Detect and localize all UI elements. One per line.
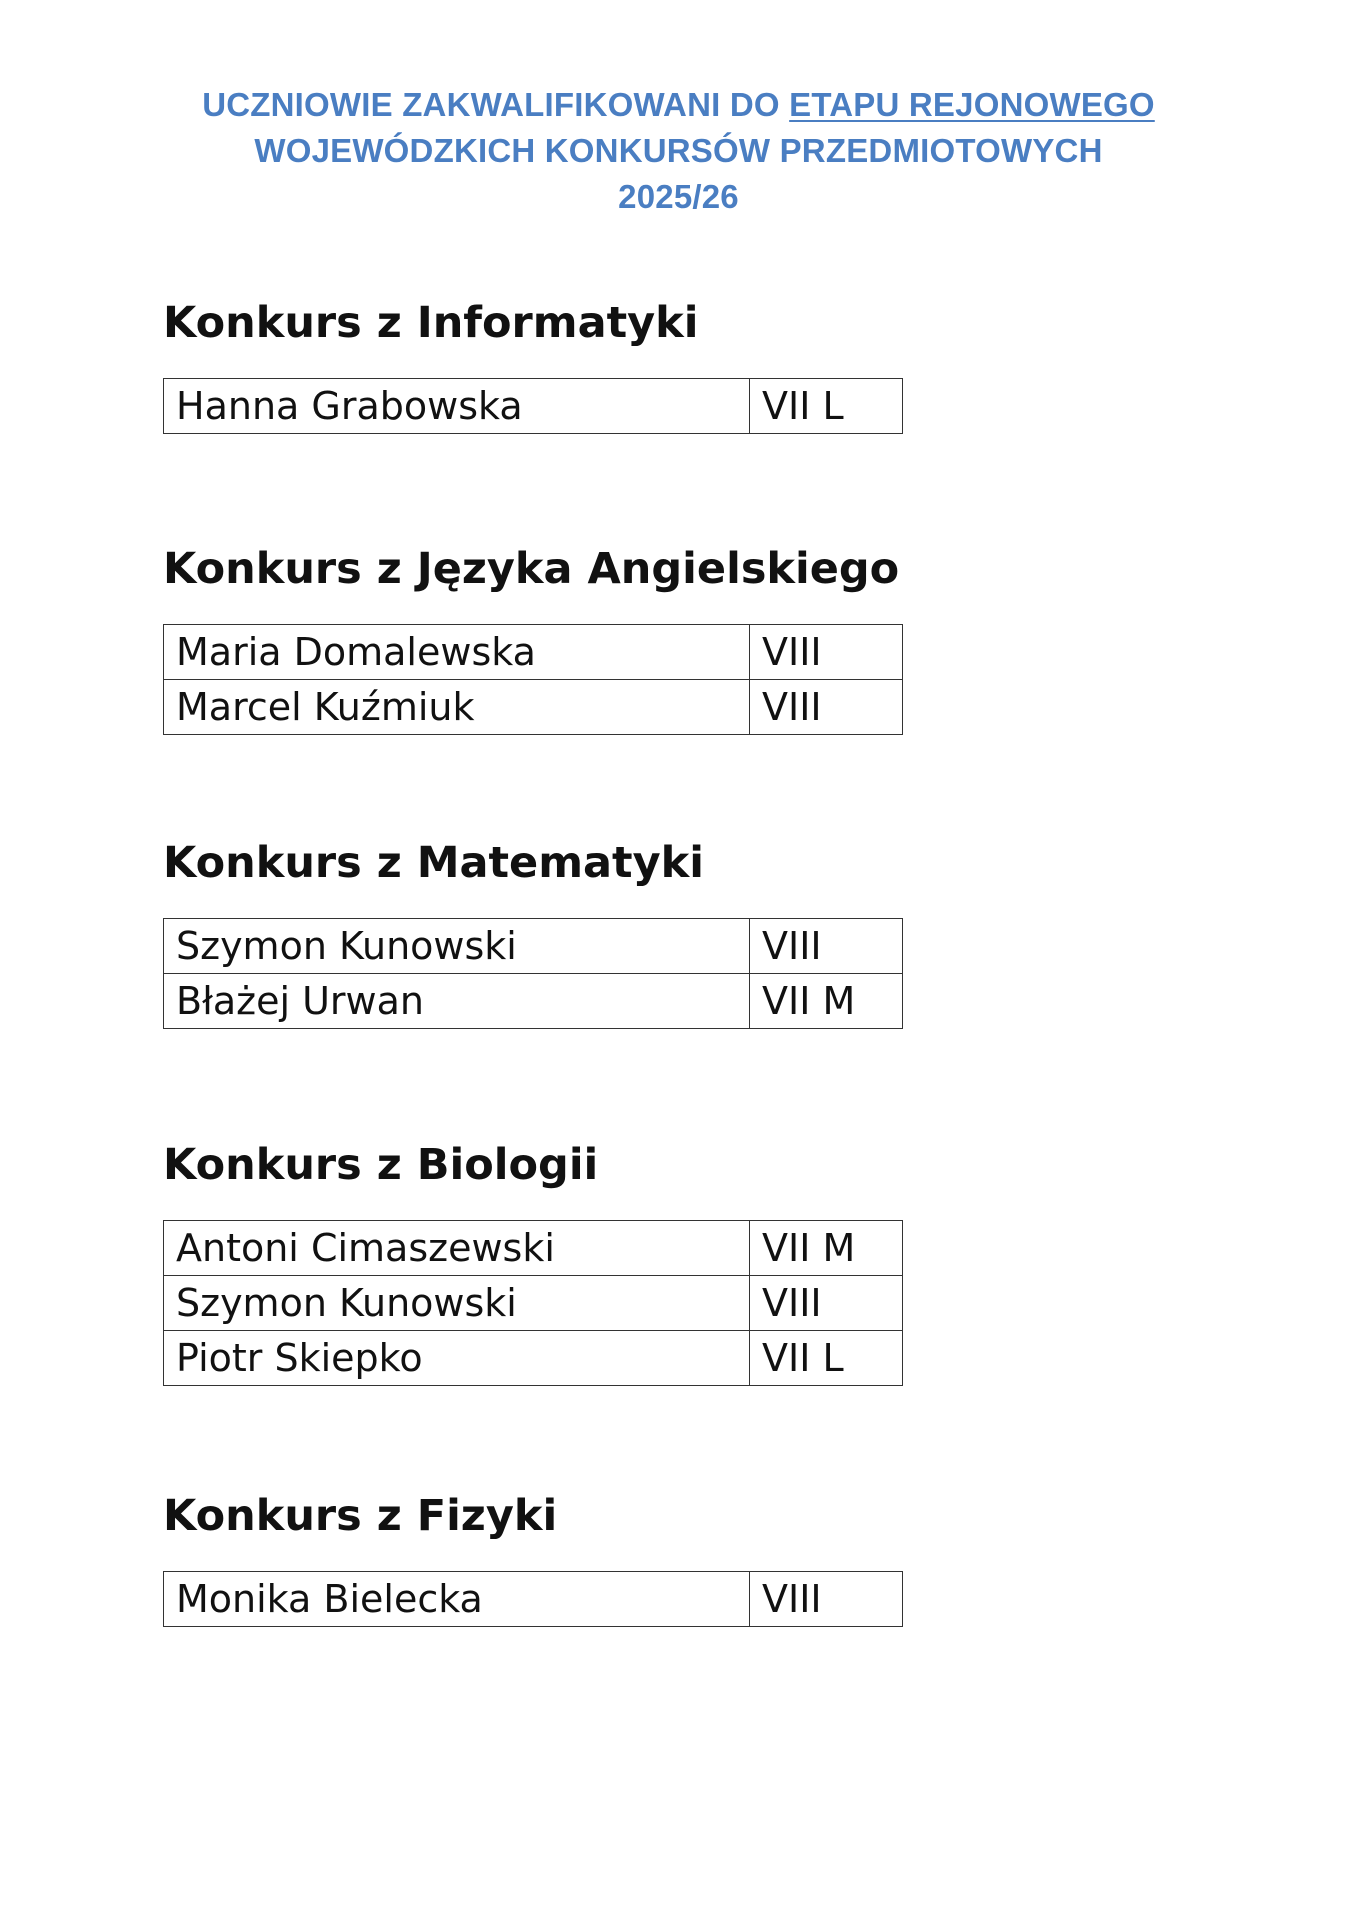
table-row <box>164 625 903 680</box>
title-underlined-phrase: ETAPU REJONOWEGO <box>789 86 1155 123</box>
section-informatics <box>163 293 903 428</box>
student-table <box>163 378 903 434</box>
student-name: Hanna Grabowska <box>164 379 750 434</box>
student-name: Szymon Kunowski <box>164 1276 750 1331</box>
table-row <box>164 1572 903 1627</box>
table-row <box>164 1221 903 1276</box>
table-row <box>164 974 903 1029</box>
table-row <box>164 1331 903 1386</box>
title-line-1-prefix: UCZNIOWIE ZAKWALIFIKOWANI DO <box>202 86 790 123</box>
section-heading: Konkurs z Matematyki <box>163 838 704 888</box>
section-english <box>163 539 903 729</box>
student-name: Maria Domalewska <box>164 625 750 680</box>
student-name: Monika Bielecka <box>164 1572 750 1627</box>
section-heading: Konkurs z Języka Angielskiego <box>163 544 900 594</box>
student-name: Błażej Urwan <box>164 974 750 1029</box>
student-class: VIII <box>750 1572 903 1627</box>
table-row <box>164 919 903 974</box>
student-class: VIII <box>750 625 903 680</box>
section-heading: Konkurs z Fizyki <box>163 1491 558 1541</box>
section-mathematics <box>163 833 903 1023</box>
document-title <box>0 82 1357 220</box>
student-class: VIII <box>750 680 903 735</box>
student-name: Antoni Cimaszewski <box>164 1221 750 1276</box>
table-row <box>164 1276 903 1331</box>
student-name: Szymon Kunowski <box>164 919 750 974</box>
title-line-3: 2025/26 <box>618 178 739 215</box>
table-row <box>164 379 903 434</box>
section-heading: Konkurs z Informatyki <box>163 298 699 348</box>
title-line-1 <box>0 82 1357 128</box>
student-class: VII M <box>750 1221 903 1276</box>
student-class: VII L <box>750 379 903 434</box>
student-table <box>163 624 903 735</box>
student-table <box>163 1220 903 1386</box>
section-physics <box>163 1486 903 1621</box>
student-table <box>163 918 903 1029</box>
table-row <box>164 680 903 735</box>
student-class: VII L <box>750 1331 903 1386</box>
student-table <box>163 1571 903 1627</box>
student-class: VIII <box>750 919 903 974</box>
section-heading: Konkurs z Biologii <box>163 1140 599 1190</box>
student-class: VIII <box>750 1276 903 1331</box>
section-biology <box>163 1135 903 1380</box>
student-name: Piotr Skiepko <box>164 1331 750 1386</box>
title-line-2: WOJEWÓDZKICH KONKURSÓW PRZEDMIOTOWYCH <box>254 132 1103 169</box>
student-class: VII M <box>750 974 903 1029</box>
student-name: Marcel Kuźmiuk <box>164 680 750 735</box>
